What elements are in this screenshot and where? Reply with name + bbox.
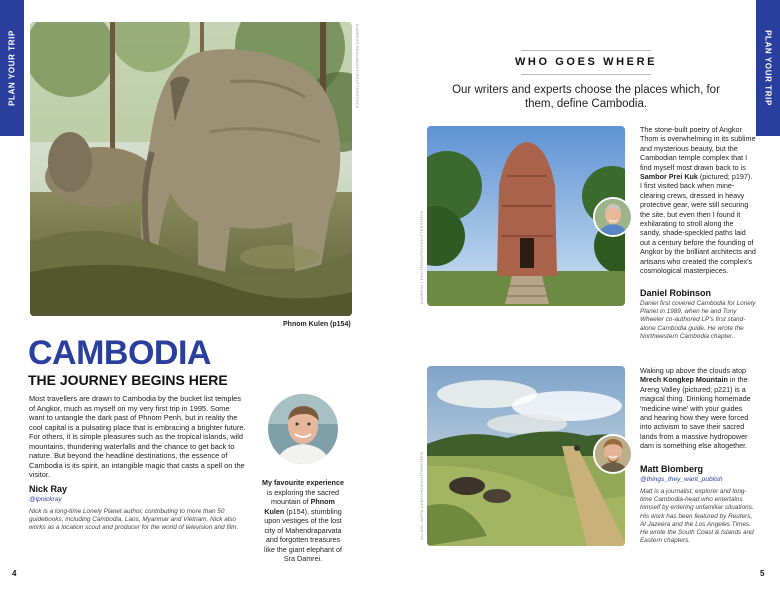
plan-your-trip-tab-left (0, 0, 24, 136)
intro-paragraph: Most travellers are drawn to Cambodia by the bucket list temples of Angkor, much as myself on my very first trip in 1995. Some want to untangle the dark past of Phnom Penh, but in reality the cool capital is a pulsating place that is embracing a brighter future. For others, it is simple pleasures such as the tropical islands, wild mountains, thundering waterfalls and the chance to get back to nature. But beyond the headline destinations, the essence of Cambodia is its spirit, an intangible magic that casts a spell on the visitor. (29, 394, 246, 479)
author-avatar (266, 392, 340, 466)
main-photo-credit: ANDREAS BRAUNSZKY/SHUTTERSTOCK (355, 24, 360, 109)
contributor2-photo-credit: ALIJNAI SAPOLCHATCHO/SHUTTERSTOCK (419, 451, 424, 540)
favourite-place: Phnom Kulen (264, 497, 335, 516)
contributor2-bio: Matt is a journalist, explorer and long-time Cambodia-head who entertains himself by entering unfamiliar situations. His work has been featured by Reuters, Al Jazeera and the Los Angeles Times. He wrote the South Coast & Islands and Eastern chapters. (640, 488, 754, 545)
page-number-right: 5 (760, 569, 765, 578)
contributor2-text-1: Waking up above the clouds atop (640, 366, 747, 375)
contributor2-handle[interactable]: @things_they_want_publish (640, 476, 723, 483)
main-photo-caption: Phnom Kulen (p154) (283, 321, 351, 328)
contributor1-text (640, 125, 756, 276)
page-subtitle: THE JOURNEY BEGINS HERE (28, 372, 228, 388)
plan-your-trip-tab-right (756, 0, 780, 136)
favourite-lead: My favourite experience (262, 478, 344, 487)
contributor1-text-2: (pictured; p197). I first visited back when mine-clearing crews, dressed in heavy protective gear, were still securing the site, but even then I found it exhilarating to stroll along the sandy, shade-speckled paths laid out a century before the founding of Angkor by the brilliant architects and artisans who created the complex's cosmological masterpieces. (640, 172, 756, 276)
plan-your-trip-label-right: PLAN YOUR TRIP (763, 30, 773, 106)
plan-your-trip-label-left: PLAN YOUR TRIP (7, 30, 17, 106)
contributor2-place: Mrech Kongkep Mountain (640, 375, 728, 385)
author-bio: Nick is a long-time Lonely Planet author, contributing to more than 50 guidebooks, including Cambodia, Laos, Myanmar and Vietnam. Nick also works as a location scout and producer for the world of television and film. (29, 508, 239, 532)
contributor1-name: Daniel Robinson (640, 288, 712, 298)
section-rule-top (521, 50, 651, 51)
author-handle[interactable]: @lpnickray (29, 496, 62, 503)
section-title: WHO GOES WHERE (514, 56, 658, 68)
contributor1-text-1: The stone-built poetry of Angkor Thom is overwhelming in its sublime and mysterious beauty, but the Cambodian temple complex that I find myself most drawn back to is (640, 125, 756, 172)
contributor1-photo-credit: ANDREW J PHOTOGRAPHY/SHUTTERSTOCK (419, 210, 424, 304)
contributor2-text-2: in the Areng Valley (pictured; p221) is a magical thing. Drinking homemade 'medicine wine' with your guides and hearing how they were forced into activism to save their sacred lands from a massive hydropower dam is something else altogether. (640, 375, 751, 451)
contributor1-place: Sambor Prei Kuk (640, 172, 698, 182)
contributor2-name: Matt Blomberg (640, 464, 703, 474)
section-rule-bottom (521, 74, 651, 75)
contributor1-bio: Daniel first covered Cambodia for Lonely Planet in 1989, when he and Tony Wheeler co-authored LP's first stand-alone Cambodia guide. He wrote the Northwestern Cambodia chapter. (640, 300, 756, 340)
favourite-experience (262, 478, 344, 564)
page-number-left: 4 (12, 569, 17, 578)
section-subtitle: Our writers and experts choose the places which, for them, define Cambodia. (452, 84, 720, 110)
contributor2-text (640, 366, 756, 451)
favourite-text-1: is exploring the sacred mountain of (267, 487, 339, 506)
favourite-text-2: (p154), stumbling upon vestiges of the lost city of Mahendraparvata and forgotten treasures like the giant elephant of Sra Damrei. (264, 506, 342, 563)
phnom-kulen-elephant-photo (30, 22, 352, 316)
author-name: Nick Ray (29, 484, 68, 494)
contributor2-avatar (593, 434, 633, 474)
page-title: CAMBODIA (28, 334, 211, 372)
contributor1-avatar (593, 197, 633, 237)
